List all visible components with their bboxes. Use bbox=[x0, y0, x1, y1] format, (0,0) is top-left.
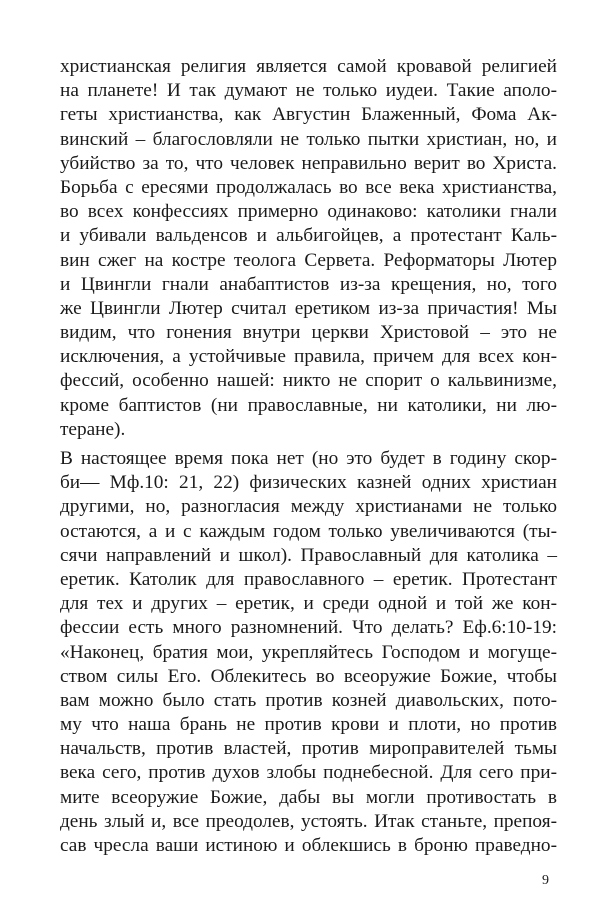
text-line: Борьба с ересями продолжалась во все века христианства, bbox=[60, 176, 557, 198]
text-line: В настоящее время пока нет (но это будет в годину скор- bbox=[60, 448, 557, 469]
text-line: начальств, против властей, против мироправителей тьмы bbox=[60, 738, 557, 760]
text-line: исключения, а устойчивые правила, причем для всех кон- bbox=[60, 346, 557, 368]
page-number: 9 bbox=[542, 873, 549, 888]
text-line: би— Мф.10: 21, 22) физических казней одних христиан bbox=[60, 472, 557, 494]
text-line: мите всеоружие Божие, дабы вы могли противостать в bbox=[60, 786, 557, 808]
text-line: еретик. Католик для православного – еретик. Протестант bbox=[60, 568, 557, 590]
text-line: видим, что гонения внутри церкви Христовой – это не bbox=[60, 322, 557, 344]
paragraph bbox=[60, 447, 557, 858]
text-line: фессий, особенно нашей: никто не спорит о кальвинизме, bbox=[60, 370, 557, 392]
text-line: века сего, против духов злобы поднебесной. Для сего при- bbox=[60, 762, 557, 784]
text-line: другими, но, разногласия между христианами не только bbox=[60, 496, 557, 518]
text-line: христианская религия является самой кровавой религией bbox=[60, 56, 557, 77]
text-line: фессии есть много разномнений. Что делать? Еф.6:10-19: bbox=[60, 617, 557, 639]
text-line: же Цвингли Лютер считал еретиком из-за причастия! Мы bbox=[60, 297, 557, 319]
text-line: сав чресла ваши истиною и облекшись в броню праведно- bbox=[60, 835, 557, 856]
text-line: теране). bbox=[60, 418, 126, 440]
text-line: и убивали вальденсов и альбигойцев, а протестант Каль- bbox=[60, 225, 557, 247]
text-line: день злый и, все преодолев, устоять. Итак станьте, препоя- bbox=[60, 810, 557, 832]
text-line: геты христианства, как Августин Блаженный, Фома Ак- bbox=[60, 104, 557, 126]
text-line: на планете! И так думают не только иудеи. Такие аполо- bbox=[60, 80, 557, 102]
text-line: «Наконец, братия мои, укрепляйтесь Господом и могуще- bbox=[60, 641, 557, 663]
text-line: винский – благословляли не только пытки христиан, но, и bbox=[60, 128, 557, 150]
text-line: вам можно было стать против козней диавольских, пото- bbox=[60, 689, 557, 711]
text-line: остаются, а и с каждым годом только увеличиваются (ты- bbox=[60, 520, 557, 542]
text-line: му что наша брань не против крови и плоти, но против bbox=[60, 714, 557, 736]
text-line: сячи направлений и школ). Православный для католика – bbox=[60, 544, 557, 566]
text-line: ством силы Его. Облекитесь во всеоружие Божие, чтобы bbox=[60, 665, 557, 687]
text-line: вин сжег на костре теолога Сервета. Реформаторы Лютер bbox=[60, 249, 557, 271]
text-line: кроме баптистов (ни православные, ни католики, ни лю- bbox=[60, 394, 557, 416]
text-line: и Цвингли гнали анабаптистов из-за крещения, но, того bbox=[60, 273, 557, 295]
text-line: для тех и других – еретик, и среди одной и той же кон- bbox=[60, 593, 557, 615]
paragraph bbox=[60, 55, 557, 442]
text-line: во всех конфессиях примерно одинаково: католики гнали bbox=[60, 201, 557, 223]
text-line: убийство за то, что человек неправильно верит во Христа. bbox=[60, 152, 557, 174]
